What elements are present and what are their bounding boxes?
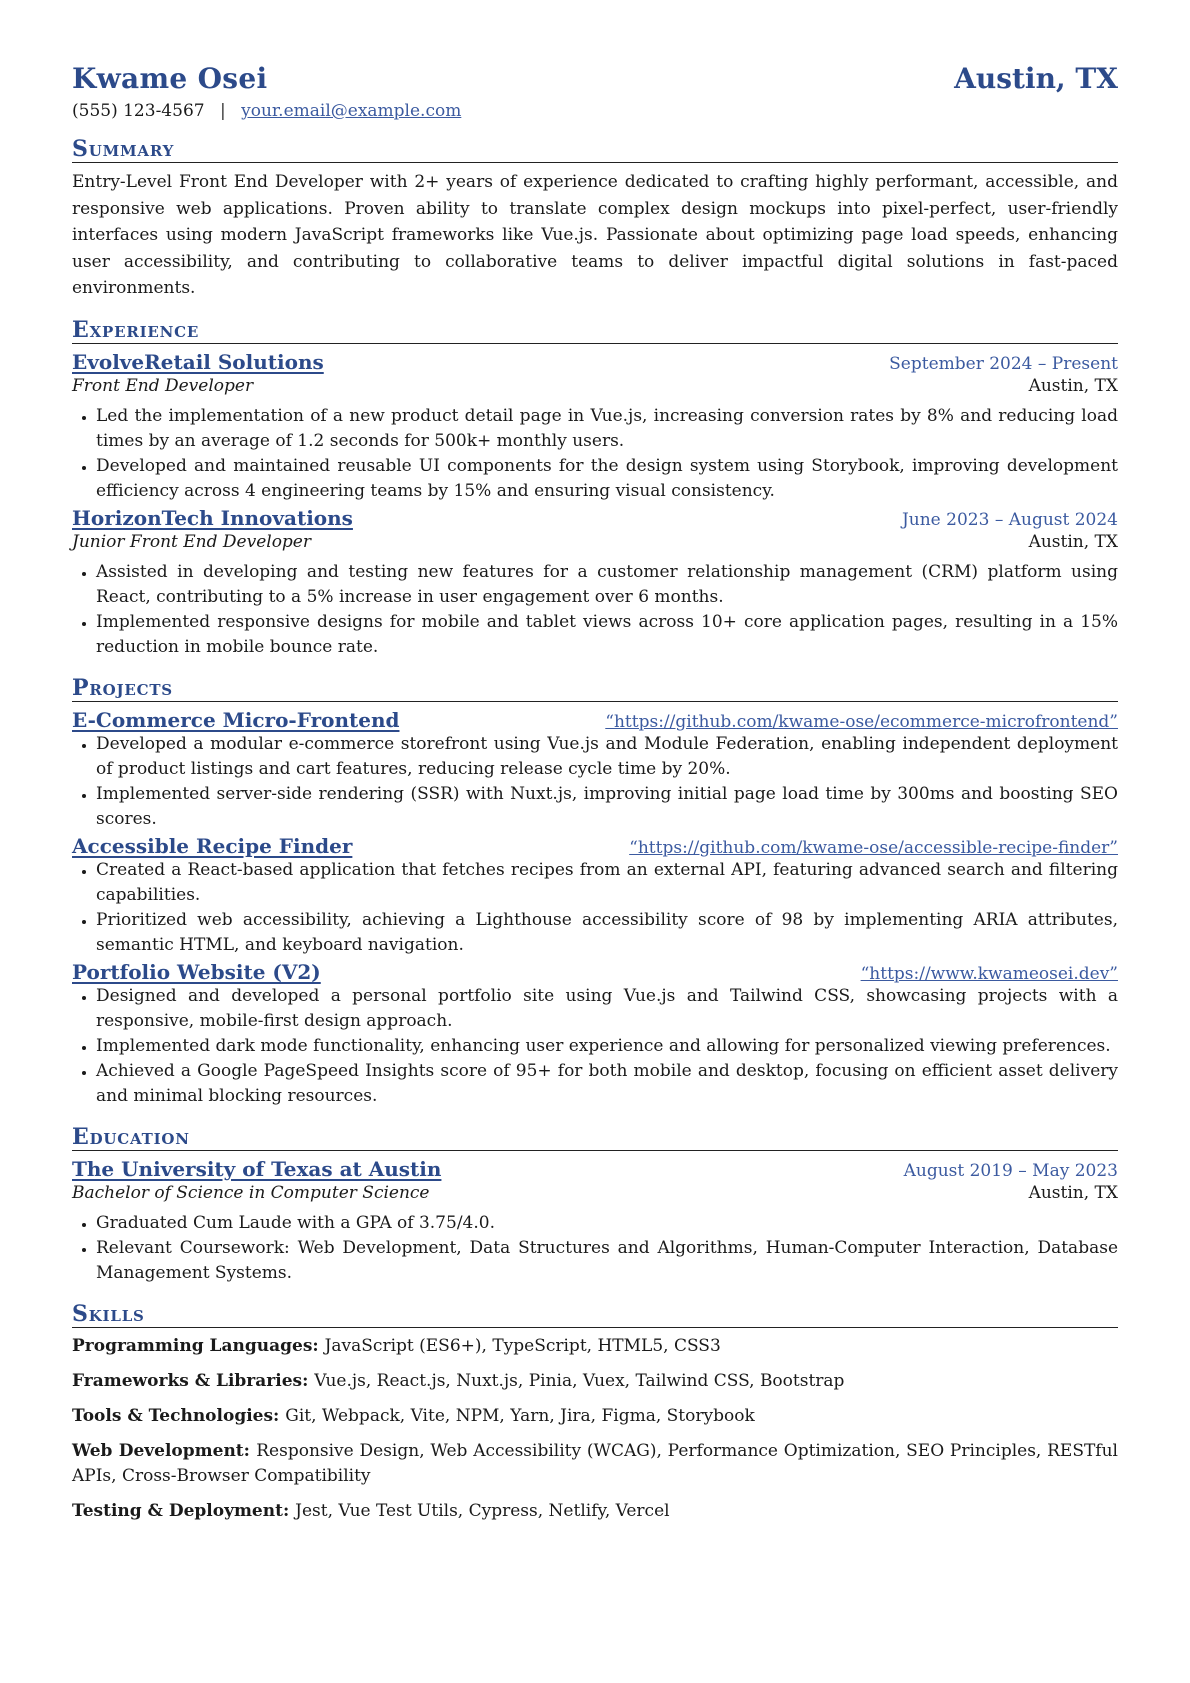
email-link[interactable]: your.email@example.com xyxy=(241,101,462,121)
project-entry xyxy=(72,708,1118,832)
job-role: Front End Developer xyxy=(72,375,254,396)
job-location: Austin, TX xyxy=(1028,375,1118,396)
bullet-item: • Achieved a Google PageSpeed Insights score of 95+ for both mobile and desktop, focusing on efficient asset delivery and minimal blocking resources. xyxy=(96,1059,1118,1109)
education-bullets xyxy=(72,1211,1118,1286)
job-role: Junior Front End Developer xyxy=(72,531,311,552)
project-bullets xyxy=(72,984,1118,1109)
experience-section xyxy=(72,318,1118,660)
section-title-projects: Projects xyxy=(72,676,1118,702)
resume-header xyxy=(72,62,1118,95)
skill-line xyxy=(72,1439,1118,1489)
skill-label: Tools & Technologies: xyxy=(72,1406,286,1427)
skill-value: JavaScript (ES6+), TypeScript, HTML5, CSS3 xyxy=(324,1336,721,1357)
bullet-item: • Prioritized web accessibility, achieving a Lighthouse accessibility score of 98 by implementing ARIA attributes, semantic HTML, and keyboard navigation. xyxy=(96,908,1118,958)
education-dates: August 2019 – May 2023 xyxy=(903,1161,1118,1182)
project-link[interactable]: “https://github.com/kwame-ose/ecommerce-microfrontend” xyxy=(605,712,1118,733)
bullet-item: • Developed a modular e-commerce storefront using Vue.js and Module Federation, enabling independent deployment of product listings and cart features, reducing release cycle time by 20%. xyxy=(96,732,1118,782)
skill-label: Programming Languages: xyxy=(72,1336,325,1357)
skill-value: Vue.js, React.js, Nuxt.js, Pinia, Vuex, Tailwind CSS, Bootstrap xyxy=(314,1371,845,1392)
job-entry xyxy=(72,350,1118,504)
education-section xyxy=(72,1125,1118,1286)
bullet-item: • Assisted in developing and testing new features for a customer relationship management (CRM) platform using React, contributing to a 5% increase in user engagement over 6 months. xyxy=(96,560,1118,610)
company-name[interactable]: EvolveRetail Solutions xyxy=(72,349,324,374)
project-entry xyxy=(72,834,1118,958)
project-name[interactable]: E-Commerce Micro-Frontend xyxy=(72,708,400,733)
section-title-summary: Summary xyxy=(72,137,1118,163)
company-name[interactable]: HorizonTech Innovations xyxy=(72,505,353,530)
project-name[interactable]: Portfolio Website (V2) xyxy=(72,960,321,985)
project-entry xyxy=(72,960,1118,1109)
bullet-item: • Implemented server-side rendering (SSR) with Nuxt.js, improving initial page load time by 300ms and boosting SEO scores. xyxy=(96,782,1118,832)
job-bullets xyxy=(72,560,1118,660)
bullet-item: • Led the implementation of a new product detail page in Vue.js, increasing conversion rates by 8% and reducing load times by an average of 1.2 seconds for 500k+ monthly users. xyxy=(96,404,1118,454)
job-entry xyxy=(72,506,1118,660)
bullet-item: • Graduated Cum Laude with a GPA of 3.75/4.0. xyxy=(96,1211,1118,1236)
skill-line xyxy=(72,1499,1118,1524)
skill-value: Jest, Vue Test Utils, Cypress, Netlify, Vercel xyxy=(295,1501,670,1522)
skills-section xyxy=(72,1302,1118,1524)
skill-value: Git, Webpack, Vite, NPM, Yarn, Jira, Figma, Storybook xyxy=(285,1406,755,1427)
degree-name: Bachelor of Science in Computer Science xyxy=(72,1183,430,1204)
bullet-item: • Developed and maintained reusable UI components for the design system using Storybook, improving development efficiency across 4 engineering teams by 15% and ensuring visual consistency. xyxy=(96,454,1118,504)
summary-section xyxy=(72,137,1118,302)
project-link[interactable]: “https://github.com/kwame-ose/accessible-recipe-finder” xyxy=(629,838,1118,859)
job-bullets xyxy=(72,404,1118,504)
job-location: Austin, TX xyxy=(1028,531,1118,552)
project-bullets xyxy=(72,732,1118,832)
section-title-education: Education xyxy=(72,1125,1118,1151)
contact-line xyxy=(72,101,1118,121)
phone-number: (555) 123-4567 xyxy=(72,101,205,121)
skill-label: Web Development: xyxy=(72,1441,257,1462)
job-dates: September 2024 – Present xyxy=(889,353,1118,374)
project-link[interactable]: “https://www.kwameosei.dev” xyxy=(860,964,1118,985)
skill-value: Responsive Design, Web Accessibility (WCAG), Performance Optimization, SEO Principles, RESTful APIs, Cross-Browser Compatibility xyxy=(72,1441,1118,1487)
skill-line xyxy=(72,1369,1118,1394)
projects-section xyxy=(72,676,1118,1109)
job-dates: June 2023 – August 2024 xyxy=(901,509,1118,530)
candidate-location: Austin, TX xyxy=(954,62,1118,95)
bullet-item: • Designed and developed a personal portfolio site using Vue.js and Tailwind CSS, showcasing projects with a responsive, mobile-first design approach. xyxy=(96,984,1118,1034)
skill-line xyxy=(72,1334,1118,1359)
section-title-skills: Skills xyxy=(72,1302,1118,1328)
skill-line xyxy=(72,1404,1118,1429)
project-name[interactable]: Accessible Recipe Finder xyxy=(72,834,353,859)
contact-separator: | xyxy=(219,101,226,121)
project-bullets xyxy=(72,858,1118,958)
skill-label: Testing & Deployment: xyxy=(72,1501,296,1522)
summary-text: Entry-Level Front End Developer with 2+ years of experience dedicated to crafting highly performant, accessible, and responsive web applications. Proven ability to translate complex design mockups into pixel-perfect, user-friendly interfaces using modern JavaScript frameworks like Vue.js. Passionate about optimizing page load speeds, enhancing user accessibility, and contributing to collaborative teams to deliver impactful digital solutions in fast-paced environments. xyxy=(72,172,1118,299)
bullet-item: • Relevant Coursework: Web Development, Data Structures and Algorithms, Human-Computer Interaction, Database Management Systems. xyxy=(96,1236,1118,1286)
bullet-item: • Created a React-based application that fetches recipes from an external API, featuring advanced search and filtering capabilities. xyxy=(96,858,1118,908)
school-name[interactable]: The University of Texas at Austin xyxy=(72,1157,442,1182)
bullet-item: • Implemented responsive designs for mobile and tablet views across 10+ core application pages, resulting in a 15% reduction in mobile bounce rate. xyxy=(96,610,1118,660)
bullet-item: • Implemented dark mode functionality, enhancing user experience and allowing for personalized viewing preferences. xyxy=(96,1034,1118,1059)
section-title-experience: Experience xyxy=(72,318,1118,344)
candidate-name: Kwame Osei xyxy=(72,62,268,95)
education-location: Austin, TX xyxy=(1028,1183,1118,1204)
skill-label: Frameworks & Libraries: xyxy=(72,1371,315,1392)
